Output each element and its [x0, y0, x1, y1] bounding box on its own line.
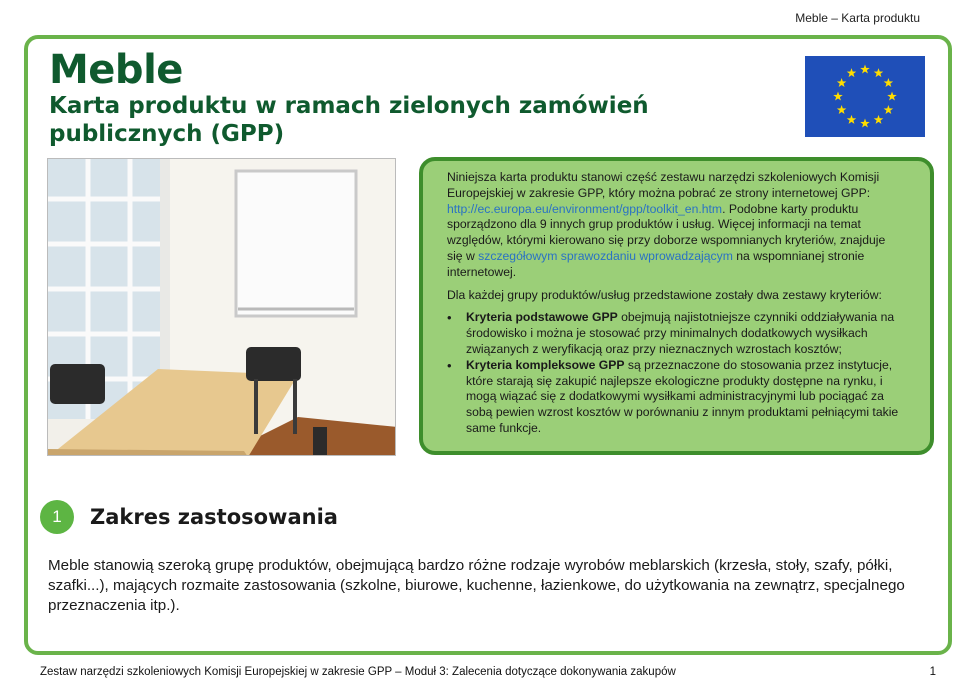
report-link[interactable]: szczegółowym sprawozdaniu wprowadzającym [478, 248, 733, 263]
core-criteria-term: Kryteria podstawowe GPP [466, 310, 618, 325]
footer-text: Zestaw narzędzi szkoleniowych Komisji Europejskiej w zakresie GPP – Moduł 3: Zalecenia dotyczące dokonywania zakupów [40, 666, 676, 678]
eu-star-icon [860, 65, 870, 74]
list-item [447, 310, 904, 357]
toolkit-link[interactable]: http://ec.europa.eu/environment/gpp/toolkit_en.htm [447, 201, 723, 216]
eu-flag-stars [805, 56, 925, 137]
intro-text-b: . Podobne karty produktu sporządzono dla 9 innych grup produktów i usług. Więcej informacji na temat względów, którymi kierowano się przy doborze wspomnianych kryteriów, znajduje się w [447, 201, 886, 263]
document-title: Meble [49, 47, 183, 93]
eu-star-icon [847, 68, 857, 77]
criteria-list [447, 310, 904, 436]
section-number-badge: 1 [40, 500, 74, 534]
office-furniture-photo [47, 158, 396, 456]
eu-star-icon [833, 92, 843, 101]
eu-star-icon [874, 68, 884, 77]
document-subtitle: Karta produktu w ramach zielonych zamówień publicznych (GPP) [49, 93, 649, 147]
list-item [447, 358, 904, 437]
comprehensive-criteria-term: Kryteria kompleksowe GPP [466, 357, 625, 372]
intro-text-c: na wspomnianej stronie internetowej. [447, 248, 865, 279]
eu-star-icon [860, 119, 870, 128]
eu-star-icon [884, 78, 894, 87]
page-number: 1 [929, 666, 936, 678]
section-heading: Zakres zastosowania [90, 505, 338, 529]
running-header: Meble – Karta produktu [795, 11, 920, 25]
eu-star-icon [874, 115, 884, 124]
eu-star-icon [847, 115, 857, 124]
gpp-info-box [419, 157, 934, 455]
criteria-intro: Dla każdej grupy produktów/usług przedstawione zostały dwa zestawy kryteriów: [447, 287, 882, 302]
title-block [49, 48, 669, 148]
intro-paragraph [447, 170, 904, 281]
eu-star-icon [837, 78, 847, 87]
intro-text-a: Niniejsza karta produktu stanowi część zestawu narzędzi szkoleniowych Komisji Europejskiej w zakresie GPP, który można pobrać ze strony internetowej GPP: [447, 170, 880, 200]
eu-star-icon [837, 105, 847, 114]
eu-flag-icon [805, 56, 925, 137]
eu-star-icon [884, 105, 894, 114]
eu-star-icon [887, 92, 897, 101]
comprehensive-criteria-text: są przeznaczone do stosowania przez instytucje, które starają się zakupić najlepsze ekologiczne produkty dostępne na rynku, i mogą wiązać się z dodatkowymi wysiłkami administracyjnymi lub pociągać za sobą pewien wzrost kosztów w porównaniu z innym produktami pełniącymi takie same funkcje. [466, 357, 899, 435]
core-criteria-text: obejmują najistotniejsze czynniki oddziaływania na środowisko i można je stosować przy minimalnych dodatkowych wysiłkach związanych z weryfikacją oraz przy nieznacznych wzrostach kosztów; [466, 310, 895, 356]
section-body: Meble stanowią szeroką grupę produktów, obejmującą bardzo różne rodzaje wyrobów meblarskich (krzesła, stoły, szafy, półki, szafki...), mających rozmaite zastosowania (szkolne, biurowe, kuchenne, łazienkowe, do użytkowania na zewnątrz, specjalnego przeznaczenia itp.). [48, 557, 905, 614]
